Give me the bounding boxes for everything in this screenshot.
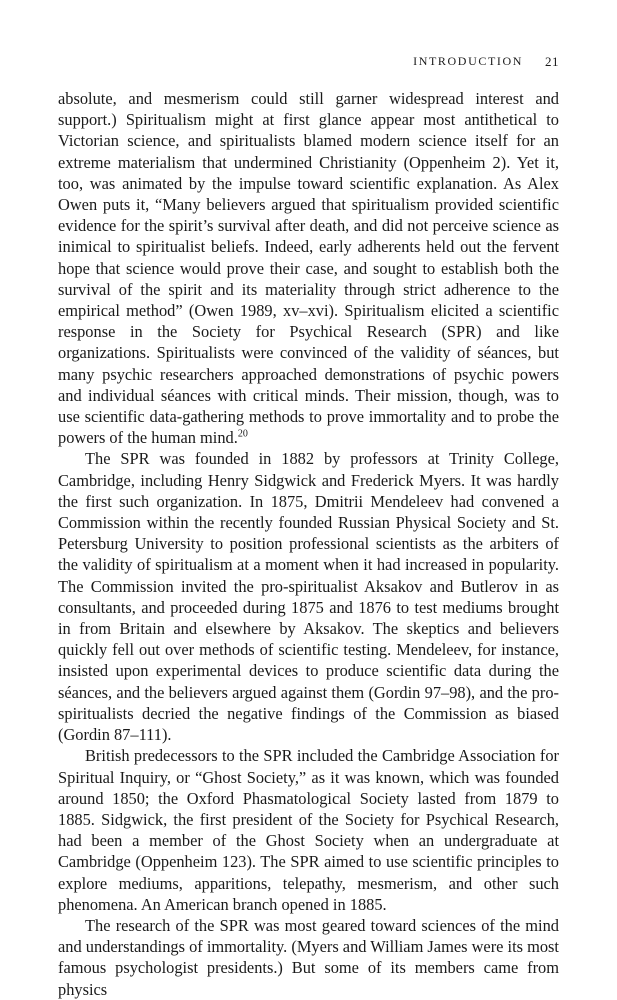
paragraph-text: British predecessors to the SPR included the Cambridge Association for Spiritual Inquiry, or “Ghost Society,” as it was known, which was founded around 1850; the Oxford Phasmatological Society lasted from 1879 to 1885. Sidgwick, the first president of the Society for Psychical Research, had been a member of the Ghost Society when an undergraduate at Cambridge (Oppenheim 123). The SPR aimed to use scientific principles to explore mediums, apparitions, telepathy, mesmerism, and other such phenomena. An American branch opened in 1885. (58, 746, 559, 914)
paragraph-text: absolute, and mesmerism could still garner widespread interest and support.) Spiritualism might at first glance appear most antithetical to Victorian science, and spiritualists blamed modern science itself for an extreme materialism that undermined Christianity (Oppenheim 2). Yet it, too, was animated by the impulse toward scientific explanation. As Alex Owen puts it, “Many believers argued that spiritualism provided scientific evidence for the spirit’s survival after death, and did not perceive science as inimical to spiritualist beliefs. Indeed, early adherents held out the fervent hope that science would prove their case, and sought to establish both the survival of the spirit and its materiality through strict adherence to the empirical method” (Owen 1989, xv–xvi). Spiritualism elicited a scientific response in the Society for Psychical Research (SPR) and like organizations. Spiritualists were convinced of the validity of séances, but many psychic researchers approached demonstrations of psychic powers and individual séances with critical minds. Their mission, though, was to use scientific data-gathering methods to prove immortality and to probe the powers of the human mind. (58, 89, 559, 448)
running-head (58, 54, 559, 70)
footnote-marker: 20 (237, 428, 248, 440)
running-head-section-title: INTRODUCTION (413, 54, 523, 68)
paragraph (58, 448, 559, 745)
paragraph-text: The research of the SPR was most geared toward sciences of the mind and understandings of immortality. (Myers and William James were its most famous psychologist presidents.) But some of its members came from physics (58, 915, 559, 999)
paragraph (58, 745, 559, 915)
page-number: 21 (545, 54, 559, 69)
paragraph (58, 915, 559, 1000)
paragraph-text: The SPR was founded in 1882 by professors at Trinity College, Cambridge, including Henry Sidgwick and Frederick Myers. It was hardly the first such organization. In 1875, Dmitrii Mendeleev had convened a Commission within the recently founded Russian Physical Society and St. Petersburg University to position professional scientists as the arbiters of the validity of spiritualism at a moment when it had increased in popularity. The Commission invited the pro-spiritualist Aksakov and Butlerov in as consultants, and proceeded during 1875 and 1876 to test mediums brought in from Britain and elsewhere by Aksakov. The skeptics and believers quickly fell out over methods of scientific testing. Mendeleev, for instance, insisted upon experimental devices to produce scientific data during the séances, and the believers argued against them (Gordin 97–98), and the pro-spiritualists decried the negative findings of the Commission as biased (Gordin 87–111). (58, 449, 559, 745)
paragraph-continued (58, 88, 559, 448)
body-text (58, 88, 559, 1000)
